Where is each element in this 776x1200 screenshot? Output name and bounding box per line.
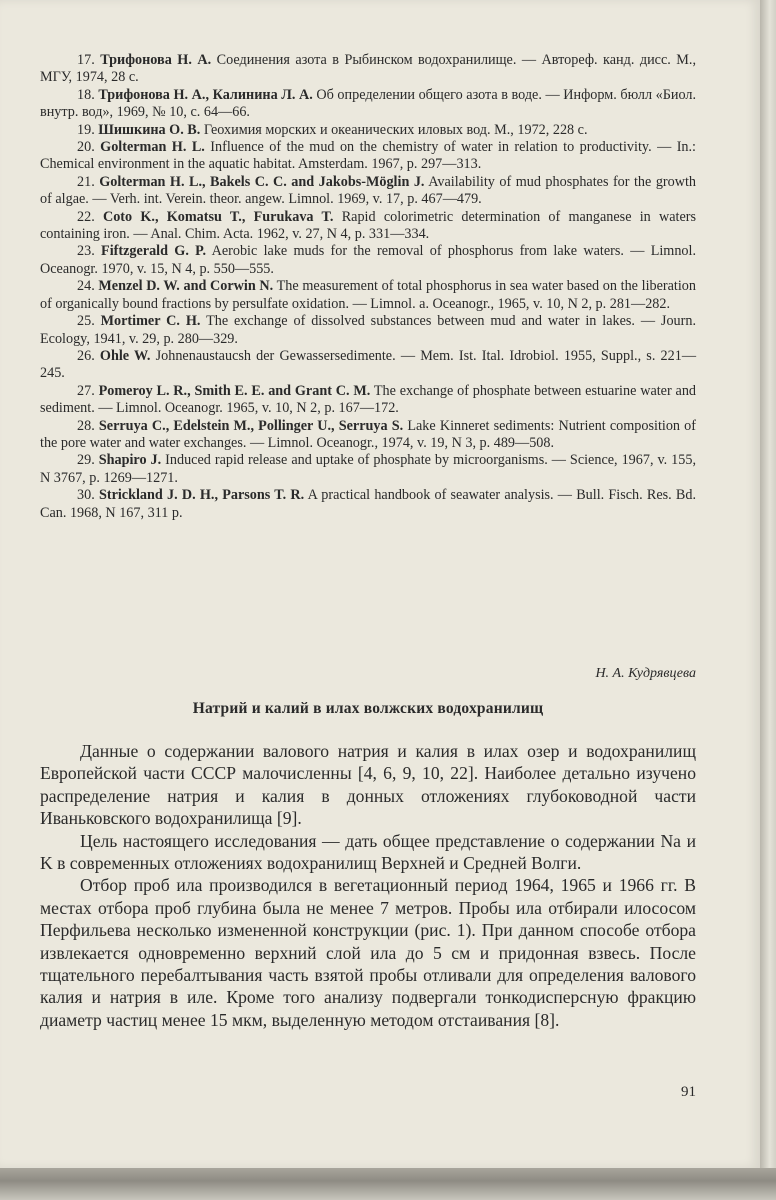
reference-number: 24. [77, 278, 95, 295]
body-paragraph: Цель настоящего исследования — дать общее представление о содержании Na и K в современных отложениях водохранилищ Верхней и Средней Волги. [40, 830, 696, 874]
reference-text: Соединения азота в Рыбинском водохранилище. — Автореф. канд. дисс. М., МГУ, 1974, 28 с. [40, 52, 697, 86]
reference-item [40, 243, 696, 278]
reference-item [40, 87, 696, 122]
reference-authors: Golterman H. L. [100, 139, 205, 156]
reference-number: 22. [77, 208, 95, 225]
reference-item [40, 383, 696, 418]
article-body [40, 740, 696, 1031]
reference-text: Об определении общего азота в воде. — Информ. бюлл «Биол. внутр. вод», 1969, № 10, с. 64—66. [40, 86, 696, 121]
reference-authors: Shapiro J. [98, 452, 162, 469]
reference-authors: Coto K., Komatsu T., Furukava T. [102, 208, 334, 225]
reference-authors: Mortimer C. H. [100, 313, 201, 330]
reference-text: Influence of the mud on the chemistry of water in relation to productivity. — In.: Chemical environment in the aquatic habitat. Amsterdam. 1967, p. 297—313. [40, 139, 696, 173]
reference-number: 17. [77, 52, 95, 68]
reference-text: Rapid colorimetric determination of manganese in waters containing iron. — Anal. Chim. Acta. 1962, v. 27, N 4, p. 331—334. [40, 208, 697, 243]
reference-authors: Шишкина О. В. [98, 121, 201, 138]
reference-text: The exchange of dissolved substances between mud and water in lakes. — Journ. Ecology, 1941, v. 29, p. 280—329. [40, 313, 696, 347]
reference-text: Lake Kinneret sediments: Nutrient composition of the pore water and water exchanges. — Limnol. Oceanogr., 1974, v. 19, N 3, p. 489—508. [40, 417, 696, 451]
reference-number: 19. [77, 121, 95, 138]
reference-text: Aerobic lake muds for the removal of phosphorus from lake waters. — Limnol. Oceanogr. 1970, v. 15, N 4, p. 550—555. [40, 243, 697, 277]
reference-authors: Pomeroy L. R., Smith E. E. and Grant C. M. [98, 382, 371, 399]
reference-number: 23. [77, 243, 95, 260]
reference-item [40, 139, 696, 174]
article-author: Н. А. Кудрявцева [595, 666, 696, 681]
page-number: 91 [681, 1084, 696, 1100]
reference-number: 28. [77, 417, 95, 434]
reference-item [40, 52, 696, 87]
reference-item [40, 174, 696, 209]
reference-authors: Трифонова Н. А., Калинина Л. А. [98, 86, 313, 103]
reference-authors: Golterman H. L., Bakels C. C. and Jakobs-Möglin J. [99, 173, 425, 190]
reference-item [40, 313, 696, 348]
reference-item [40, 278, 696, 313]
reference-number: 25. [77, 313, 95, 330]
reference-authors: Serruya C., Edelstein M., Pollinger U., Serruya S. [98, 417, 404, 434]
reference-number: 21. [77, 173, 95, 190]
reference-item [40, 348, 696, 383]
reference-number: 18. [77, 86, 95, 103]
reference-text: The measurement of total phosphorus in sea water based on the liberation of organically bound fractions by persulfate oxidation. — Limnol. a. Oceanogr., 1965, v. 10, N 2, p. 281—282. [40, 278, 696, 312]
reference-item [40, 122, 696, 139]
reference-text: Геохимия морских и океанических иловых вод. М., 1972, 228 с. [203, 121, 588, 138]
reference-item [40, 418, 696, 453]
body-paragraph: Отбор проб ила производился в вегетационный период 1964, 1965 и 1966 гг. В местах отбора проб глубина была не менее 7 метров. Пробы ила отбирали илососом Перфильева несколько измененной конструкции (рис. 1). При данном способе отбора извлекается одновременно верхний слой ила до 5 см и придонная взвесь. После тщательного перебалтывания часть взятой пробы отливали для определения валового калия и натрия в иле. Кроме того анализу подвергали тонкодисперсную фракцию диаметр частиц менее 15 мкм, выделенную методом отстаивания [8]. [40, 875, 696, 1030]
book-edge-bottom [0, 1168, 776, 1200]
reference-number: 26. [77, 347, 95, 364]
reference-authors: Strickland J. D. H., Parsons T. R. [98, 487, 305, 504]
reference-list [40, 52, 696, 522]
reference-item [40, 209, 696, 244]
reference-text: The exchange of phosphate between estuarine water and sediment. — Limnol. Oceanogr. 1965, v. 10, N 2, p. 167—172. [40, 382, 697, 417]
reference-authors: Menzel D. W. and Corwin N. [98, 278, 274, 295]
reference-text: Availability of mud phosphates for the growth of algae. — Verh. int. Verein. theor. angew. Limnol. 1969, v. 17, p. 467—479. [40, 173, 697, 208]
reference-item [40, 452, 696, 487]
reference-text: A practical handbook of seawater analysis. — Bull. Fisch. Res. Bd. Can. 1968, N 167, 311 p. [40, 487, 697, 521]
reference-authors: Трифонова Н. А. [100, 52, 212, 68]
reference-item [40, 487, 696, 522]
reference-number: 30. [77, 487, 95, 504]
book-edge-right [760, 0, 776, 1200]
reference-text: Johnenaustaucsh der Gewassersedimente. — Mem. Ist. Ital. Idrobiol. 1955, Suppl., s. 221—245. [40, 347, 697, 382]
reference-authors: Ohle W. [99, 347, 151, 364]
reference-number: 29. [77, 452, 95, 469]
body-paragraph: Данные о содержании валового натрия и калия в илах озер и водохранилищ Европейской части СССР малочисленны [4, 6, 9, 10, 22]. Наиболее детально изучено распределение натрия и калия в донных отложениях глубоководной части Иваньковского водохранилища [9]. [40, 741, 696, 829]
reference-number: 20. [77, 139, 95, 156]
reference-text: Induced rapid release and uptake of phosphate by microorganisms. — Science, 1967, v. 155, N 3767, p. 1269—1271. [40, 452, 697, 486]
article-title: Натрий и калий в илах волжских водохранилищ [192, 700, 544, 717]
reference-number: 27. [77, 382, 95, 399]
reference-authors: Fiftzgerald G. P. [101, 243, 207, 260]
